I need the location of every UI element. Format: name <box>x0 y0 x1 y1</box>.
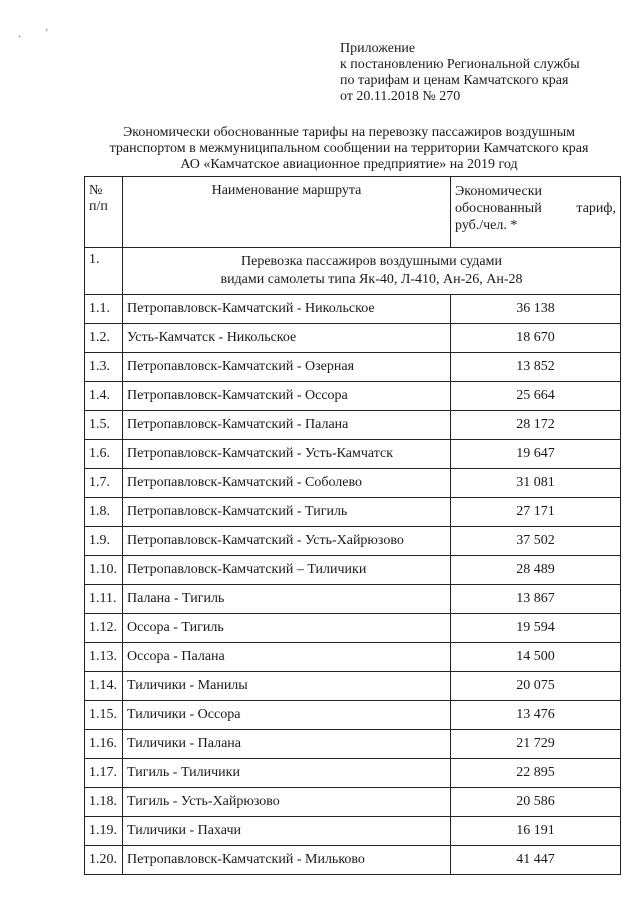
appendix-line: Приложение <box>340 41 416 56</box>
appendix-block <box>340 41 580 105</box>
table-row <box>85 730 621 759</box>
tariff-table <box>84 176 621 875</box>
header-number-line: п/п <box>89 199 108 214</box>
document-title <box>86 125 612 173</box>
route-name: Петропавловск-Камчатский - Мильково <box>123 846 451 875</box>
route-name: Оссора - Тигиль <box>123 614 451 643</box>
header-number-line: № <box>89 183 103 198</box>
route-name: Тиличики - Пахачи <box>123 817 451 846</box>
row-number: 1.3. <box>85 353 123 382</box>
row-number: 1.14. <box>85 672 123 701</box>
tariff-value: 25 664 <box>451 382 621 411</box>
tariff-value: 27 171 <box>451 498 621 527</box>
route-name: Тиличики - Оссора <box>123 701 451 730</box>
route-name: Петропавловск-Камчатский - Никольское <box>123 295 451 324</box>
tariff-value: 28 489 <box>451 556 621 585</box>
tariff-value: 41 447 <box>451 846 621 875</box>
tariff-value: 31 081 <box>451 469 621 498</box>
row-number: 1.20. <box>85 846 123 875</box>
table-row <box>85 701 621 730</box>
table-row <box>85 469 621 498</box>
row-number: 1.4. <box>85 382 123 411</box>
table-row <box>85 556 621 585</box>
tariff-value: 14 500 <box>451 643 621 672</box>
row-number: 1.6. <box>85 440 123 469</box>
table-row <box>85 614 621 643</box>
section-title <box>123 248 621 295</box>
row-number: 1.5. <box>85 411 123 440</box>
tariff-value: 18 670 <box>451 324 621 353</box>
table-row <box>85 527 621 556</box>
row-number: 1.10. <box>85 556 123 585</box>
header-tariff: Экономически обоснованный тариф, руб./чел. * <box>451 177 621 248</box>
table-row <box>85 440 621 469</box>
row-number: 1.8. <box>85 498 123 527</box>
table-row <box>85 382 621 411</box>
row-number: 1.12. <box>85 614 123 643</box>
route-name: Петропавловск-Камчатский - Усть-Камчатск <box>123 440 451 469</box>
tariff-value: 16 191 <box>451 817 621 846</box>
header-number <box>85 177 123 248</box>
section-row <box>85 248 621 295</box>
tariff-value: 19 594 <box>451 614 621 643</box>
table-row <box>85 846 621 875</box>
route-name: Оссора - Палана <box>123 643 451 672</box>
table-row <box>85 672 621 701</box>
section-title-line: видами самолеты типа Як-40, Л-410, Ан-26, Ан-28 <box>220 272 523 287</box>
row-number: 1.7. <box>85 469 123 498</box>
tariff-value: 13 476 <box>451 701 621 730</box>
table-row <box>85 324 621 353</box>
section-title-line: Перевозка пассажиров воздушными судами <box>241 254 502 269</box>
row-number: 1.18. <box>85 788 123 817</box>
scan-speck: ' <box>46 28 48 39</box>
header-route-name: Наименование маршрута <box>123 177 451 248</box>
route-name: Тигиль - Усть-Хайрюзово <box>123 788 451 817</box>
route-name: Тиличики - Манилы <box>123 672 451 701</box>
row-number: 1.15. <box>85 701 123 730</box>
title-line: Экономически обоснованные тарифы на перевозку пассажиров воздушным <box>123 125 575 140</box>
table-row <box>85 585 621 614</box>
table-row <box>85 411 621 440</box>
row-number: 1.17. <box>85 759 123 788</box>
route-name: Усть-Камчатск - Никольское <box>123 324 451 353</box>
tariff-value: 21 729 <box>451 730 621 759</box>
section-number: 1. <box>85 248 123 295</box>
row-number: 1.19. <box>85 817 123 846</box>
row-number: 1.16. <box>85 730 123 759</box>
route-name: Тигиль - Тиличики <box>123 759 451 788</box>
tariff-value: 13 867 <box>451 585 621 614</box>
appendix-line: к постановлению Региональной службы <box>340 57 580 72</box>
table-row <box>85 759 621 788</box>
route-name: Петропавловск-Камчатский - Усть-Хайрюзово <box>123 527 451 556</box>
row-number: 1.1. <box>85 295 123 324</box>
route-name: Палана - Тигиль <box>123 585 451 614</box>
scan-speck: · <box>18 32 22 43</box>
title-line: АО «Камчатское авиационное предприятие» на 2019 год <box>180 157 518 172</box>
appendix-line: по тарифам и ценам Камчатского края <box>340 73 569 88</box>
route-name: Петропавловск-Камчатский - Соболево <box>123 469 451 498</box>
table-row <box>85 498 621 527</box>
route-name: Петропавловск-Камчатский - Тигиль <box>123 498 451 527</box>
tariff-value: 22 895 <box>451 759 621 788</box>
tariff-value: 28 172 <box>451 411 621 440</box>
route-name: Тиличики - Палана <box>123 730 451 759</box>
route-name: Петропавловск-Камчатский - Озерная <box>123 353 451 382</box>
route-name: Петропавловск-Камчатский – Тиличики <box>123 556 451 585</box>
tariff-value: 37 502 <box>451 527 621 556</box>
table-row <box>85 295 621 324</box>
appendix-line: от 20.11.2018 № 270 <box>340 89 461 104</box>
table-row <box>85 353 621 382</box>
tariff-value: 36 138 <box>451 295 621 324</box>
row-number: 1.13. <box>85 643 123 672</box>
table-row <box>85 788 621 817</box>
route-name: Петропавловск-Камчатский - Оссора <box>123 382 451 411</box>
row-number: 1.9. <box>85 527 123 556</box>
route-name: Петропавловск-Камчатский - Палана <box>123 411 451 440</box>
row-number: 1.2. <box>85 324 123 353</box>
title-line: транспортом в межмуниципальном сообщении на территории Камчатского края <box>109 141 589 156</box>
tariff-value: 19 647 <box>451 440 621 469</box>
tariff-value: 20 075 <box>451 672 621 701</box>
table-header-row <box>85 177 621 248</box>
table-row <box>85 643 621 672</box>
row-number: 1.11. <box>85 585 123 614</box>
tariff-value: 13 852 <box>451 353 621 382</box>
tariff-value: 20 586 <box>451 788 621 817</box>
table-row <box>85 817 621 846</box>
